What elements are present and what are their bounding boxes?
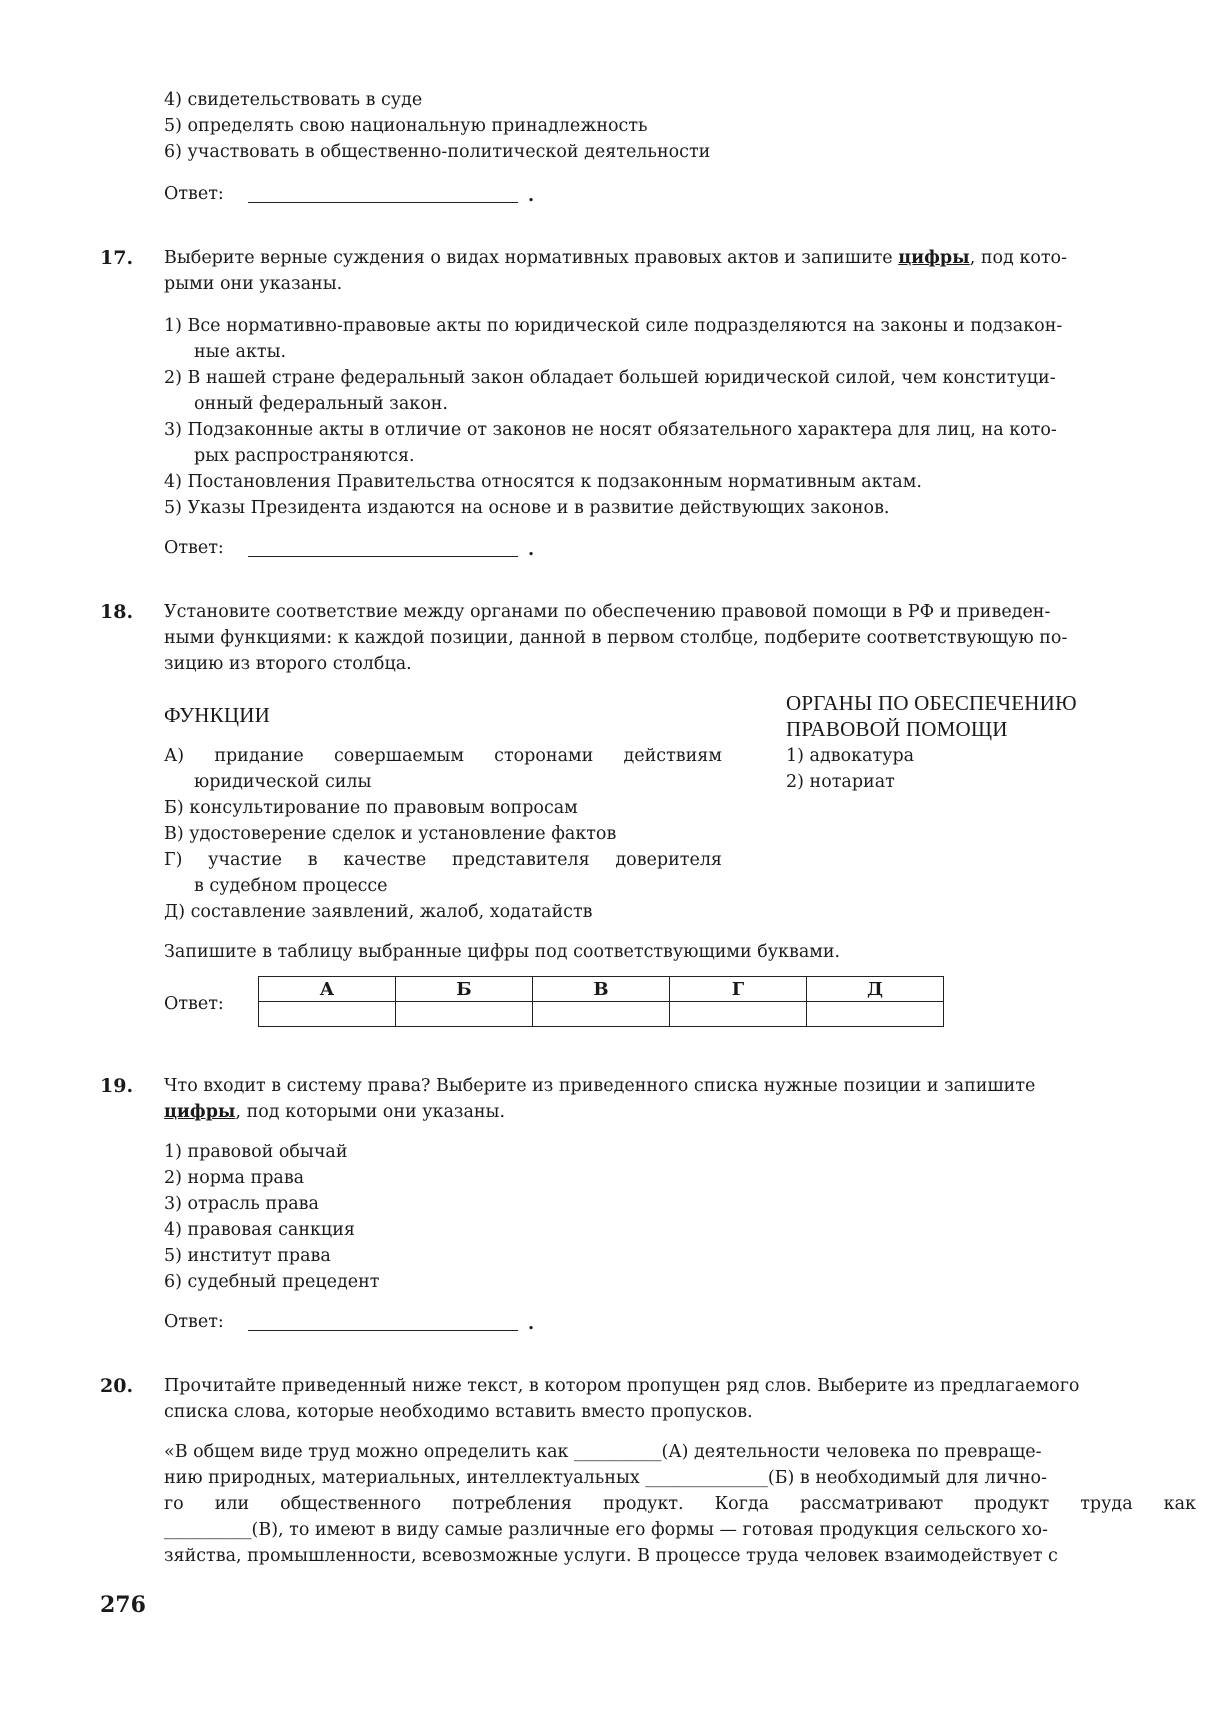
q19-item-1: 1) правовой обычай (164, 1142, 348, 1162)
q18-function-a: А) придание совершаемым сторонами действиям (164, 746, 722, 766)
prev-item-5: 5) определять свою национальную принадлежность (164, 116, 648, 136)
q19-intro-line2: цифры, под которыми они указаны. (164, 1102, 506, 1122)
q19-item-5: 5) институт права (164, 1246, 331, 1266)
q18-function-a-cont: юридической силы (194, 772, 372, 792)
q18-function-d: Д) составление заявлений, жалоб, ходатайств (164, 902, 593, 922)
q17-item-2-cont: онный федеральный закон. (194, 394, 448, 414)
q17-item-5: 5) Указы Президента издаются на основе и в развитие действующих законов. (164, 498, 890, 518)
q18-answer-table (258, 976, 944, 1027)
q18-intro-line1: Установите соответствие между органами по обеспечению правовой помощи в РФ и приведен- (164, 602, 1051, 622)
q18-table-header-v: В (533, 977, 670, 1002)
q18-instruction: Запишите в таблицу выбранные цифры под соответствующими буквами. (164, 942, 841, 962)
q18-answer-cell-g[interactable] (670, 1002, 807, 1027)
q18-organ-1: 1) адвокатура (786, 746, 915, 766)
q20-text-line2: нию природных, материальных, интеллектуальных ______________(Б) в необходимый для лично- (164, 1468, 1047, 1488)
q18-number: 18. (100, 601, 134, 623)
q17-number: 17. (100, 247, 134, 269)
q20-number: 20. (100, 1375, 134, 1397)
q18-answer-cell-b[interactable] (396, 1002, 533, 1027)
q19-item-2: 2) норма права (164, 1168, 305, 1188)
q18-answer-cell-v[interactable] (533, 1002, 670, 1027)
q18-intro-line2: ными функциями: к каждой позиции, данной в первом столбце, подберите соответствующую по- (164, 628, 1068, 648)
page-number: 276 (100, 1592, 146, 1618)
q17-item-3-cont: рых распространяются. (194, 446, 415, 466)
q17-intro-line1: Выберите верные суждения о видах нормативных правовых актов и запишите цифры, под кото- (164, 248, 1067, 268)
q18-function-b: Б) консультирование по правовым вопросам (164, 798, 578, 818)
prev-item-4: 4) свидетельствовать в суде (164, 90, 423, 110)
q20-intro-line1: Прочитайте приведенный ниже текст, в котором пропущен ряд слов. Выберите из предлагаемого (164, 1376, 1080, 1396)
q18-table-header-d: Д (807, 977, 944, 1002)
q19-intro-line1: Что входит в систему права? Выберите из приведенного списка нужные позиции и запишите (164, 1076, 1036, 1096)
q18-functions-header: ФУНКЦИИ (164, 703, 270, 727)
q20-intro-line2: списка слова, которые необходимо вставить вместо пропусков. (164, 1402, 753, 1422)
q18-function-g: Г) участие в качестве представителя доверителя (164, 850, 722, 870)
q19-item-3: 3) отрасль права (164, 1194, 319, 1214)
q19-answer-field[interactable] (248, 1330, 518, 1331)
q17-item-1: 1) Все нормативно-правовые акты по юридической силе подразделяются на законы и подзакон- (164, 316, 1063, 336)
q18-answer-cell-d[interactable] (807, 1002, 944, 1027)
q20-text-line5: зяйства, промышленности, всевозможные услуги. В процессе труда человек взаимодействует с (164, 1546, 1058, 1566)
q20-text-line1: «В общем виде труд можно определить как __________(А) деятельности человека по превраще- (164, 1442, 1042, 1462)
q18-organ-2: 2) нотариат (786, 772, 895, 792)
q17-item-1-cont: ные акты. (194, 342, 287, 362)
prev-answer-dot: . (528, 186, 535, 206)
q18-organs-header-line1: ОРГАНЫ ПО ОБЕСПЕЧЕНИЮ (786, 691, 1077, 715)
q17-answer-label: Ответ: (164, 538, 224, 558)
prev-answer-field[interactable] (248, 202, 518, 203)
q17-item-2: 2) В нашей стране федеральный закон обладает большей юридической силой, чем конституци- (164, 368, 1056, 388)
q19-number: 19. (100, 1075, 134, 1097)
q18-intro-line3: зицию из второго столбца. (164, 654, 412, 674)
q19-answer-label: Ответ: (164, 1312, 224, 1332)
q19-item-6: 6) судебный прецедент (164, 1272, 380, 1292)
q18-table-header-g: Г (670, 977, 807, 1002)
q17-answer-field[interactable] (248, 556, 518, 557)
q19-item-4: 4) правовая санкция (164, 1220, 355, 1240)
q18-answer-label: Ответ: (164, 994, 224, 1014)
q18-answer-cell-a[interactable] (259, 1002, 396, 1027)
q18-organs-header-line2: ПРАВОВОЙ ПОМОЩИ (786, 717, 1008, 741)
prev-answer-label: Ответ: (164, 184, 224, 204)
q18-table-header-a: А (259, 977, 396, 1002)
q18-function-v: В) удостоверение сделок и установление фактов (164, 824, 617, 844)
q18-function-g-cont: в судебном процессе (194, 876, 388, 896)
prev-item-6: 6) участвовать в общественно-политической деятельности (164, 142, 711, 162)
q17-intro-line2: рыми они указаны. (164, 274, 343, 294)
q20-text-line3: го или общественного потребления продукт. Когда рассматривают продукт труда как (164, 1494, 1196, 1514)
q17-item-4: 4) Постановления Правительства относятся к подзаконным нормативным актам. (164, 472, 922, 492)
q17-item-3: 3) Подзаконные акты в отличие от законов не носят обязательного характера для лиц, на кото- (164, 420, 1057, 440)
q18-table-header-b: Б (396, 977, 533, 1002)
q19-answer-dot: . (528, 1314, 535, 1334)
q20-text-line4: __________(В), то имеют в виду самые различные его формы — готовая продукция сельского хо- (164, 1520, 1048, 1540)
q17-answer-dot: . (528, 540, 535, 560)
